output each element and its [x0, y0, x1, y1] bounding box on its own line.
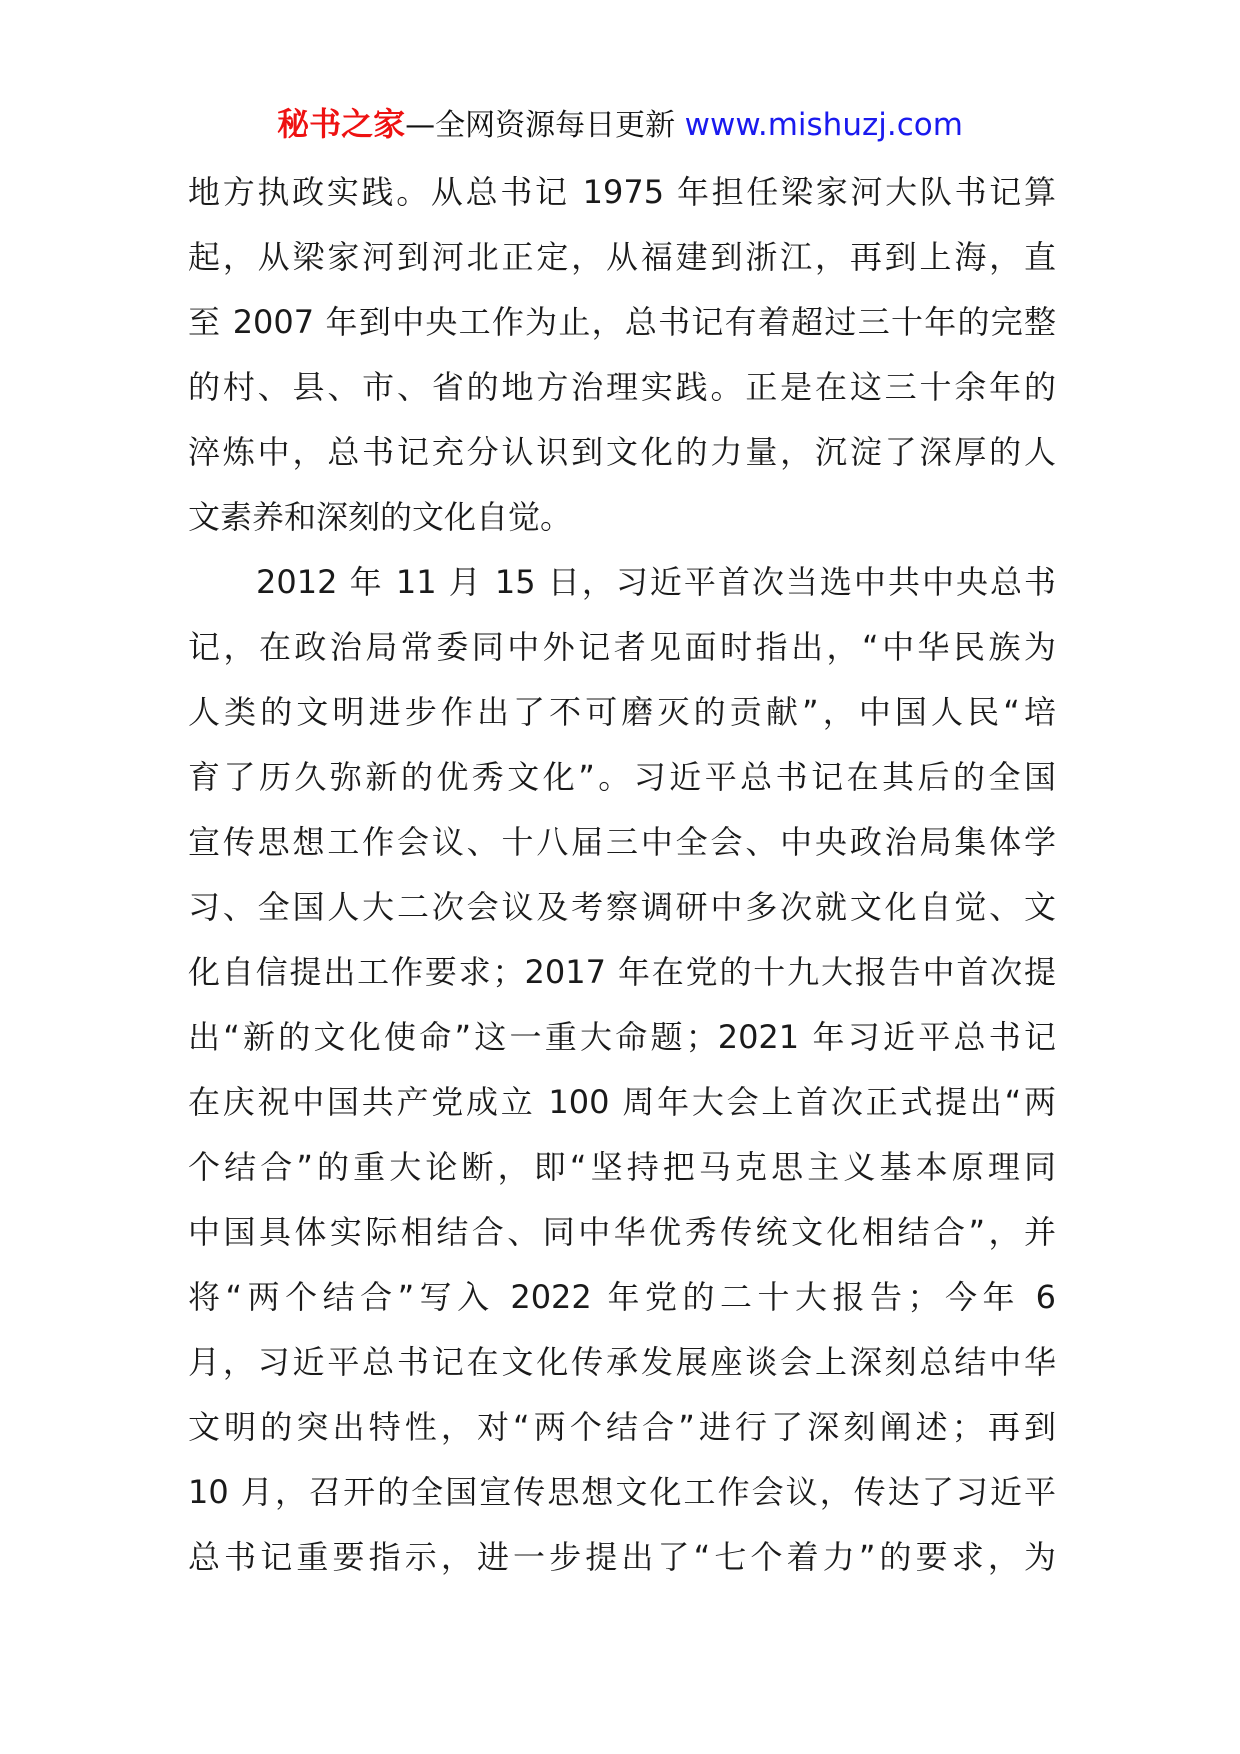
text-line: 至 2007 年到中央工作为止，总书记有着超过三十年的完整: [188, 303, 1056, 341]
text-line: 将“两个结合”写入 2022 年党的二十大报告；今年 6: [188, 1278, 1056, 1316]
text-line: 化自信提出工作要求；2017 年在党的十九大报告中首次提: [188, 953, 1056, 991]
text-line: 文明的突出特性，对“两个结合”进行了深刻阐述；再到: [188, 1408, 1056, 1446]
text-line: 2012 年 11 月 15 日，习近平首次当选中共中央总书: [188, 563, 1056, 601]
text-line: 月，习近平总书记在文化传承发展座谈会上深刻总结中华: [188, 1343, 1056, 1381]
text-line: 起，从梁家河到河北正定，从福建到浙江，再到上海，直: [188, 238, 1056, 276]
text-line: 总书记重要指示，进一步提出了“七个着力”的要求，为: [188, 1538, 1056, 1576]
text-line: 育了历久弥新的优秀文化”。习近平总书记在其后的全国: [188, 758, 1056, 796]
text-line: 10 月，召开的全国宣传思想文化工作会议，传达了习近平: [188, 1473, 1056, 1511]
document-body: [188, 160, 1056, 1590]
paragraph-end-line: 文素养和深刻的文化自觉。: [188, 498, 573, 536]
text-line: 个结合”的重大论断，即“坚持把马克思主义基本原理同: [188, 1148, 1056, 1186]
page-header: [0, 102, 1240, 146]
text-line: 的村、县、市、省的地方治理实践。正是在这三十余年的: [188, 368, 1056, 406]
header-tagline: —全网资源每日更新: [405, 108, 676, 143]
text-line: 在庆祝中国共产党成立 100 周年大会上首次正式提出“两: [188, 1083, 1056, 1121]
brand-name: 秘书之家: [277, 105, 406, 143]
text-line: 宣传思想工作会议、十八届三中全会、中央政治局集体学: [188, 823, 1056, 861]
text-line: 人类的文明进步作出了不可磨灭的贡献”，中国人民“培: [188, 693, 1056, 731]
text-line: 习、全国人大二次会议及考察调研中多次就文化自觉、文: [188, 888, 1056, 926]
text-line: 记，在政治局常委同中外记者见面时指出，“中华民族为: [188, 628, 1056, 666]
text-line: 出“新的文化使命”这一重大命题；2021 年习近平总书记: [188, 1018, 1056, 1056]
site-url-link[interactable]: www.mishuzj.com: [684, 107, 963, 143]
text-line: 淬炼中，总书记充分认识到文化的力量，沉淀了深厚的人: [188, 433, 1056, 471]
text-line: 地方执政实践。从总书记 1975 年担任梁家河大队书记算: [188, 173, 1056, 211]
text-line: 中国具体实际相结合、同中华优秀传统文化相结合”，并: [188, 1213, 1056, 1251]
